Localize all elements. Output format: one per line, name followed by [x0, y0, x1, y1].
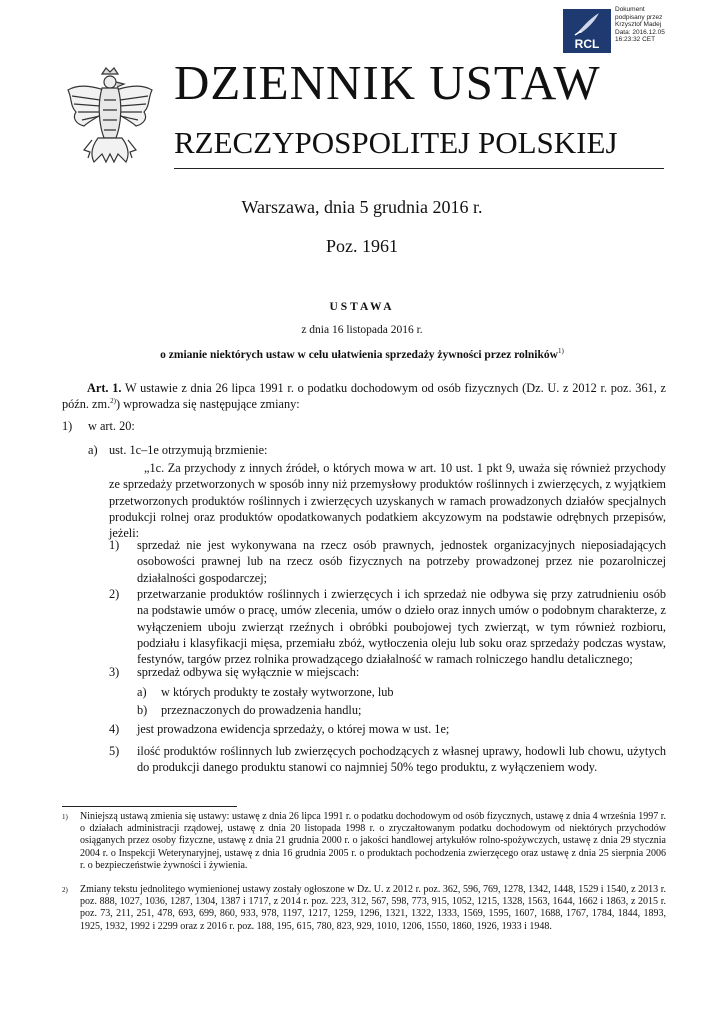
signature-info [615, 6, 720, 44]
rcl-signature-logo [563, 9, 611, 53]
condition-text: przetwarzanie produktów roślinnych i zwierzęcych i ich sprzedaż nie odbywa się przy zatrudnieniu osób na podstawie umów o pracę, umów zlecenia, umów o dzieło oraz innych umów o podobnym charakterze, z wyłączeniem uboju zwierząt rzeźnych i obróbki poubojowej tych zwierząt, w tym również rozbioru, podziału i klasyfikacji mięsa, przemiału zbóż, wytłoczenia oleju lub soku oraz sprzedaży podczas wystaw, festynów, targów przez rolnika prowadzącego działalność w ramach rolniczego handlu detalicznego; [137, 587, 666, 667]
issue-date: Warszawa, dnia 5 grudnia 2016 r. [241, 197, 483, 217]
footnote-divider [62, 806, 237, 807]
signature-line: Dokument [615, 6, 645, 13]
signature-line: Data: 2016.12.05 [615, 28, 665, 36]
place-letter: a) [137, 685, 147, 699]
point-text: w art. 20: [88, 419, 135, 433]
condition-number: 3) [109, 665, 120, 679]
footnote-ref: 1) [557, 347, 564, 356]
act-title [0, 349, 724, 361]
article-label: Art. 1. [87, 381, 122, 395]
article-text-end: ) wprowadza się następujące zmiany: [116, 397, 300, 412]
quoted-paragraph: „1c. Za przychody z innych źródeł, o których mowa w art. 10 ust. 1 pkt 9, uważa się również przychody ze sprzedaży przetworzonych w sposób inny niż przemysłowy produktów roślinnych i zwierzęcych, z wyjątkiem przetworzonych produktów roślinnych i zwierzęcych uzyskanych w ramach prowadzonych działów specjalnych produkcji rolnej oraz produktów opodatkowanych podatkiem akcyzowym na podstawie odrębnych przepisów, jeżeli: [109, 461, 666, 541]
condition-text: ilość produktów roślinnych lub zwierzęcych pochodzących z własnej uprawy, hodowli lub chowu, użytych do produkcji danego produktu stanowi co najmniej 50% tego produktu, z wyłączeniem wody. [137, 744, 666, 775]
article-1 [62, 380, 666, 413]
letter-text: ust. 1c–1e otrzymują brzmienie: [109, 443, 268, 457]
article-text: W ustawie z dnia 26 lipca 1991 r. o podatku dochodowym od osób fizycznych (Dz. U. z 2012 r. poz. 361, z późn. zm. [62, 381, 667, 412]
condition-text: sprzedaż nie jest wykonywana na rzecz osób prawnych, jednostek organizacyjnych nieposiadających osobowości prawnej lub na rzecz osób fizycznych na potrzeby prowadzonej przez nie pozarolniczej działalności gospodarczej; [137, 538, 666, 585]
footnote-ref: 2) [110, 397, 116, 406]
point-number: 1) [62, 419, 73, 433]
condition-text: jest prowadzona ewidencja sprzedaży, o której mowa w ust. 1e; [137, 722, 450, 736]
signature-line: 16:23:32 CET [615, 36, 656, 44]
condition-number: 1) [109, 538, 120, 552]
condition-number: 5) [109, 744, 120, 758]
act-date: z dnia 16 listopada 2016 r. [301, 324, 423, 336]
rcl-logo-text: RCL [574, 37, 600, 51]
act-type: USTAWA [329, 301, 395, 313]
condition-number: 2) [109, 587, 120, 601]
position-number: Poz. 1961 [326, 236, 398, 256]
condition-text: sprzedaż odbywa się wyłącznie w miejscach: [137, 665, 360, 679]
header-divider [174, 168, 664, 169]
footnote-mark: 1) [62, 813, 68, 821]
quill-icon [563, 9, 611, 39]
act-title-text: o zmianie niektórych ustaw w celu ułatwienia sprzedaży żywności przez rolników [160, 349, 558, 361]
gazette-title: DZIENNIK USTAW [174, 55, 601, 110]
gazette-subtitle: RZECZYPOSPOLITEJ POLSKIEJ [174, 125, 618, 160]
signature-line: podpisany przez [615, 13, 663, 21]
footnote-text: Zmiany tekstu jednolitego wymienionej ustawy zostały ogłoszone w Dz. U. z 2012 r. poz. 362, 596, 769, 1278, 1342, 1448, 1529 i 1540, z 2013 r. poz. 888, 1027, 1036, 1287, 1304, 1387 i 1717, z 2014 r. poz. 223, 312, 567, 598, 773, 915, 1052, 1215, 1328, 1563, 1644, 1662 i 1863, z 2015 r. poz. 73, 211, 251, 478, 693, 699, 860, 933, 978, 1197, 1217, 1259, 1296, 1321, 1322, 1333, 1569, 1595, 1607, 1688, 1767, 1784, 1844, 1893, 1925, 1932, 1992 i 2299 oraz z 2016 r. poz. 188, 195, 615, 780, 823, 929, 1010, 1206, 1550, 1860, 1926, 1933 i 1948. [80, 884, 666, 932]
letter-number: a) [88, 443, 98, 457]
place-text: w których produkty te zostały wytworzone, lub [161, 685, 394, 699]
condition-number: 4) [109, 722, 120, 736]
place-text: przeznaczonych do prowadzenia handlu; [161, 703, 362, 717]
footnote-text: Niniejszą ustawą zmienia się ustawy: ustawę z dnia 26 lipca 1991 r. o podatku dochodowym od osób fizycznych, ustawę z dnia 4 września 1997 r. o działach administracji rządowej, ustawę z dnia 20 listopada 1998 r. o zryczałtowanym podatku dochodowym od niektórych przychodów osiąganych przez osoby fizyczne, ustawę z dnia 21 grudnia 2000 r. o jakości handlowej artykułów rolno-spożywczych, ustawę z dnia 29 stycznia 2004 r. o Inspekcji Weterynaryjnej, ustawę z dnia 16 grudnia 2005 r. o produktach pochodzenia zwierzęcego oraz ustawę z dnia 25 sierpnia 2006 r. o bezpieczeństwie żywności i żywienia. [80, 811, 666, 871]
place-letter: b) [137, 703, 148, 717]
eagle-emblem-icon [62, 66, 158, 166]
signature-line: Krzysztof Madej [615, 21, 662, 29]
footnote-mark: 2) [62, 886, 68, 894]
